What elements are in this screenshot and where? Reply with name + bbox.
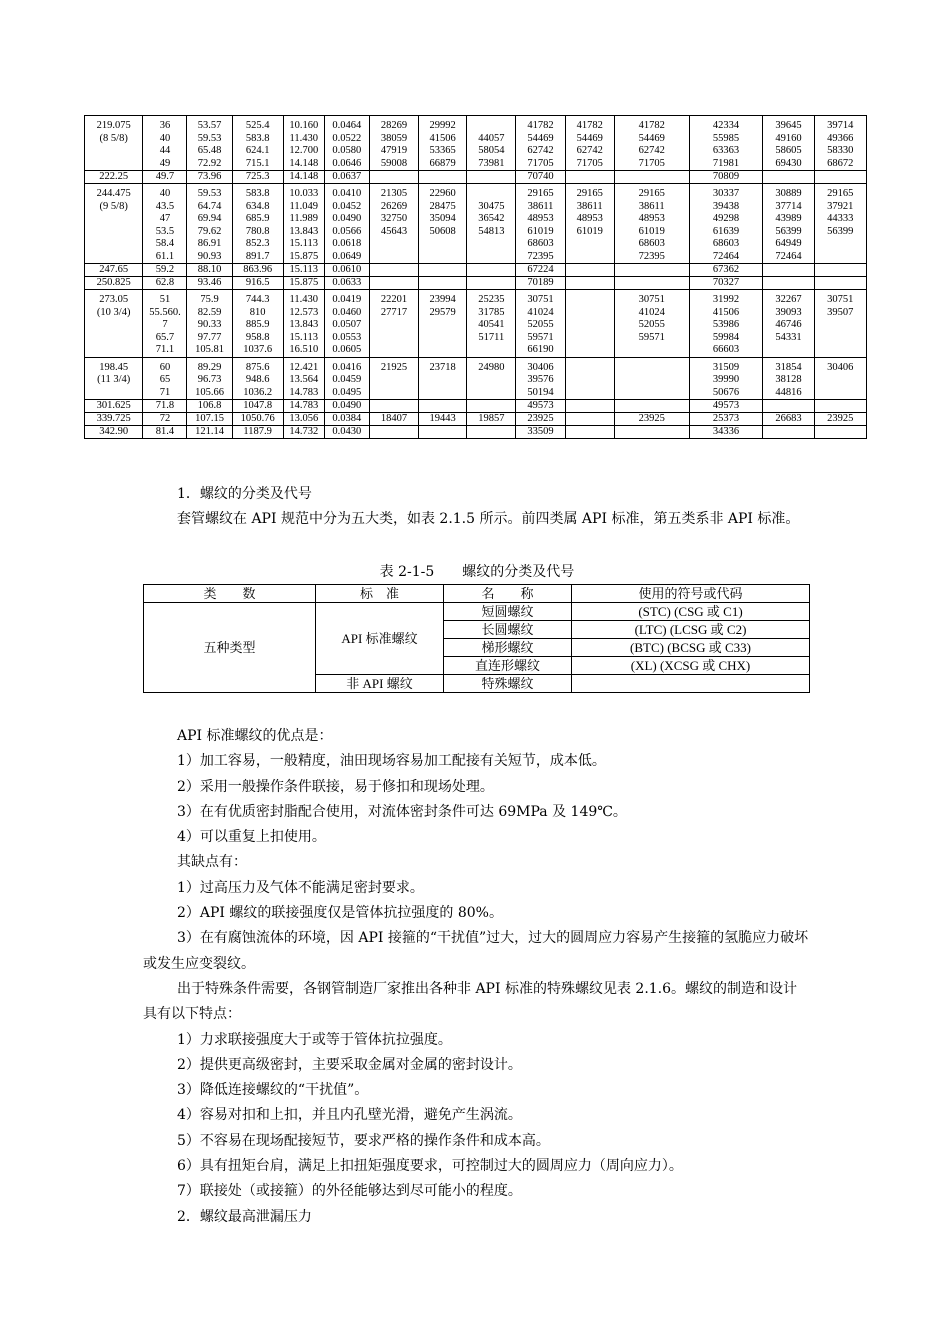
thread-name: 直连形螺纹	[444, 657, 572, 675]
table-row	[85, 116, 867, 171]
table-cell: 93.46	[187, 277, 232, 290]
header-name: 名 称	[444, 585, 572, 603]
table-cell: 0.0384	[324, 413, 369, 426]
table-cell: 14.732	[283, 426, 324, 439]
table-cell: 23718	[419, 357, 467, 400]
paragraph: 1）加工容易，一般精度，油田现场容易加工配接有关短节，成本低。	[177, 753, 606, 770]
table-cell: 39645 49160 58605 69430	[763, 116, 814, 171]
table-cell: 744.3 810 885.9 958.8 1037.6	[232, 290, 283, 358]
table-cell	[419, 264, 467, 277]
table-cell: 30751 39507	[814, 290, 866, 358]
table-cell	[614, 264, 689, 277]
table-cell: 121.14	[187, 426, 232, 439]
paragraph: 4）可以重复上扣使用。	[177, 829, 326, 846]
table-cell	[814, 277, 866, 290]
table-cell	[565, 400, 614, 413]
table-cell	[763, 400, 814, 413]
paragraph: 1）过高压力及气体不能满足密封要求。	[177, 879, 424, 896]
table-cell: 70189	[516, 277, 565, 290]
non-api-label: 非 API 螺纹	[316, 675, 444, 693]
table-cell: 23925	[614, 413, 689, 426]
table-cell: 25235 31785 40541 51711	[467, 290, 516, 358]
table-cell	[565, 264, 614, 277]
table-cell: 33509	[516, 426, 565, 439]
paragraph: 3）降低连接螺纹的“干扰值”。	[177, 1082, 369, 1099]
table-cell: 863.96	[232, 264, 283, 277]
table-cell	[565, 277, 614, 290]
paragraph: 2．螺纹最高泄漏压力	[177, 1208, 312, 1225]
table-cell: 30406	[814, 357, 866, 400]
table-cell: 62.8	[143, 277, 187, 290]
table-cell: 30475 36542 54813	[467, 184, 516, 264]
table-cell	[614, 277, 689, 290]
thread-code: (STC) (CSG 或 C1)	[572, 603, 810, 621]
thread-name: 长圆螺纹	[444, 621, 572, 639]
table-cell: 0.0416 0.0459 0.0495	[324, 357, 369, 400]
table-cell: 301.625	[85, 400, 143, 413]
table-cell: 51 55.560. 7 65.7 71.1	[143, 290, 187, 358]
table-cell: 0.0610	[324, 264, 369, 277]
table-cell: 24980	[467, 357, 516, 400]
table-cell: 75.9 82.59 90.33 97.77 105.81	[187, 290, 232, 358]
group-label: 五种类型	[144, 603, 316, 693]
paragraph: 3）在有腐蚀流体的环境，因 API 接箍的“干扰值”过大，过大的圆周应力容易产生接箍的氢脆应力破坏或发生应变裂纹。	[143, 930, 809, 972]
table-row	[85, 184, 867, 264]
table-cell: 88.10	[187, 264, 232, 277]
table-cell	[763, 171, 814, 184]
table-cell: 25373	[689, 413, 763, 426]
table-cell: 31854 38128 44816	[763, 357, 814, 400]
table-cell: 26683	[763, 413, 814, 426]
table-cell	[467, 277, 516, 290]
api-standard-label: API 标准螺纹	[316, 603, 444, 675]
table-cell	[369, 171, 418, 184]
section-1-heading: 1．螺纹的分类及代号	[177, 486, 312, 502]
table-cell: 14.148	[283, 171, 324, 184]
table-cell: 0.0464 0.0522 0.0580 0.0646	[324, 116, 369, 171]
table-cell: 67224	[516, 264, 565, 277]
table-cell: 28269 38059 47919 59008	[369, 116, 418, 171]
table-header-row	[144, 585, 810, 603]
thread-name: 特殊螺纹	[444, 675, 572, 693]
table-cell: 0.0633	[324, 277, 369, 290]
table-cell: 19443	[419, 413, 467, 426]
table-cell: 725.3	[232, 171, 283, 184]
table-cell	[763, 264, 814, 277]
table-cell: 0.0410 0.0452 0.0490 0.0566 0.0618 0.0649	[324, 184, 369, 264]
table-row	[85, 277, 867, 290]
table-cell	[614, 400, 689, 413]
thread-classification-table	[143, 584, 810, 693]
table-cell	[467, 400, 516, 413]
table-cell	[369, 400, 418, 413]
table-cell: 23925	[516, 413, 565, 426]
table-cell: 81.4	[143, 426, 187, 439]
paragraph: API 标准螺纹的优点是：	[177, 728, 333, 744]
table-row	[85, 171, 867, 184]
table-cell: 107.15	[187, 413, 232, 426]
table-cell	[565, 413, 614, 426]
table-cell: 339.725	[85, 413, 143, 426]
table-cell: 19857	[467, 413, 516, 426]
table-cell: 29165 37921 44333 56399	[814, 184, 866, 264]
table-cell: 11.430 12.573 13.843 15.113 16.510	[283, 290, 324, 358]
table-cell: 32267 39093 46746 54331	[763, 290, 814, 358]
paragraph: 7）联接处（或接箍）的外径能够达到尽可能小的程度。	[177, 1183, 522, 1200]
table-cell: 23925	[814, 413, 866, 426]
table-cell: 30751 41024 52055 59571	[614, 290, 689, 358]
table-cell: 273.05 (10 3/4)	[85, 290, 143, 358]
table-cell: 342.90	[85, 426, 143, 439]
table-cell	[369, 426, 418, 439]
table-cell: 1187.9	[232, 426, 283, 439]
table-cell	[565, 357, 614, 400]
table-cell: 29165 38611 48953 61019 68603 72395	[516, 184, 565, 264]
table-cell: 1047.8	[232, 400, 283, 413]
table-cell: 22960 28475 35094 50608	[419, 184, 467, 264]
table-cell	[814, 426, 866, 439]
table-cell: 31992 41506 53986 59984 66603	[689, 290, 763, 358]
table-cell: 72	[143, 413, 187, 426]
table-cell	[467, 171, 516, 184]
thread-code: (BTC) (BCSG 或 C33)	[572, 639, 810, 657]
thread-name: 短圆螺纹	[444, 603, 572, 621]
table-cell: 22201 27717	[369, 290, 418, 358]
table-row	[85, 290, 867, 358]
table-cell: 0.0490	[324, 400, 369, 413]
table-cell: 41782 54469 62742 71705	[516, 116, 565, 171]
casing-data-table	[84, 115, 867, 439]
table-cell	[467, 426, 516, 439]
table-cell: 13.056	[283, 413, 324, 426]
paragraph: 2）API 螺纹的联接强度仅是管体抗拉强度的 80%。	[177, 905, 503, 922]
table-row	[85, 413, 867, 426]
table-cell	[814, 171, 866, 184]
table-cell: 73.96	[187, 171, 232, 184]
thread-code: (XL) (XCSG 或 CHX)	[572, 657, 810, 675]
paragraph: 4）容易对扣和上扣，并且内孔壁光滑，避免产生涡流。	[177, 1107, 522, 1124]
table-cell	[419, 426, 467, 439]
table-cell	[565, 171, 614, 184]
table-cell: 30751 41024 52055 59571 66190	[516, 290, 565, 358]
table-cell: 12.421 13.564 14.783	[283, 357, 324, 400]
table-cell: 30337 39438 49298 61639 68603 72464	[689, 184, 763, 264]
table-cell: 40 43.5 47 53.5 58.4 61.1	[143, 184, 187, 264]
table-cell	[763, 426, 814, 439]
table-cell	[467, 264, 516, 277]
table-cell: 0.0419 0.0460 0.0507 0.0553 0.0605	[324, 290, 369, 358]
table-cell: 525.4 583.8 624.1 715.1	[232, 116, 283, 171]
header-category: 类 数	[144, 585, 316, 603]
table-cell	[614, 357, 689, 400]
table-cell: 49.7	[143, 171, 187, 184]
paragraph: 出于特殊条件需要，各钢管制造厂家推出各种非 API 标准的特殊螺纹见表 2.1.6。螺纹的制造和设计具有以下特点：	[143, 980, 798, 1023]
paragraph: 2）采用一般操作条件联接，易于修扣和现场处理。	[177, 778, 494, 795]
table-cell	[814, 264, 866, 277]
table-cell: 34336	[689, 426, 763, 439]
table-cell: 71.8	[143, 400, 187, 413]
thread-name: 梯形螺纹	[444, 639, 572, 657]
table-row	[85, 357, 867, 400]
section-1-intro: 套管螺纹在 API 规范中分为五大类，如表 2.1.5 所示。前四类属 API 标准，第五类系非 API 标准。	[177, 511, 800, 528]
thread-code: (LTC) (LCSG 或 C2)	[572, 621, 810, 639]
table-caption: 表 2-1-5 螺纹的分类及代号	[379, 564, 575, 580]
table-cell: 0.0430	[324, 426, 369, 439]
table-cell: 41782 54469 62742 71705	[614, 116, 689, 171]
paragraph: 5）不容易在现场配接短节，要求严格的操作条件和成本高。	[177, 1132, 550, 1149]
table-cell: 29992 41506 53365 66879	[419, 116, 467, 171]
table-cell: 42334 55985 63363 71981	[689, 116, 763, 171]
table-cell: 36 40 44 49	[143, 116, 187, 171]
table-cell: 875.6 948.6 1036.2	[232, 357, 283, 400]
table-cell	[419, 277, 467, 290]
table-cell: 15.113	[283, 264, 324, 277]
section-1	[143, 482, 811, 533]
table-cell	[565, 426, 614, 439]
table-cell: 21925	[369, 357, 418, 400]
header-code: 使用的符号或代码	[572, 585, 810, 603]
table-cell	[614, 426, 689, 439]
paragraph: 3）在有优质密封脂配合使用，对流体密封条件可达 69MPa 及 149℃。	[177, 803, 627, 820]
paragraph: 6）具有扭矩台肩，满足上扣扭矩强度要求，可控制过大的圆周应力（周向应力）。	[177, 1158, 683, 1175]
header-standard: 标 准	[316, 585, 444, 603]
table-cell: 916.5	[232, 277, 283, 290]
table-cell: 250.825	[85, 277, 143, 290]
table-cell: 67362	[689, 264, 763, 277]
table-cell: 10.033 11.049 11.989 13.843 15.113 15.875	[283, 184, 324, 264]
body-text	[143, 724, 811, 1230]
paragraph: 2）提供更高级密封，主要采取金属对金属的密封设计。	[177, 1056, 522, 1073]
table-cell: 23994 29579	[419, 290, 467, 358]
table-cell: 29165 38611 48953 61019	[565, 184, 614, 264]
table-cell: 49573	[516, 400, 565, 413]
table-cell	[614, 171, 689, 184]
table-cell: 106.8	[187, 400, 232, 413]
table-cell: 14.783	[283, 400, 324, 413]
thread-code	[572, 675, 810, 693]
table-cell: 44057 58054 73981	[467, 116, 516, 171]
table-cell: 29165 38611 48953 61019 68603 72395	[614, 184, 689, 264]
table-cell: 30406 39576 50194	[516, 357, 565, 400]
table-cell: 41782 54469 62742 71705	[565, 116, 614, 171]
table-cell: 31509 39990 50676	[689, 357, 763, 400]
table-cell: 39714 49366 58330 68672	[814, 116, 866, 171]
table-cell: 53.57 59.53 65.48 72.92	[187, 116, 232, 171]
table-cell: 244.475 (9 5/8)	[85, 184, 143, 264]
table-cell	[369, 264, 418, 277]
paragraph: 1）力求联接强度大于或等于管体抗拉强度。	[177, 1031, 452, 1048]
table-cell: 222.25	[85, 171, 143, 184]
table-cell: 59.2	[143, 264, 187, 277]
table-cell	[419, 171, 467, 184]
table-cell: 21305 26269 32750 45643	[369, 184, 418, 264]
table-row	[85, 264, 867, 277]
table-cell: 10.160 11.430 12.700 14.148	[283, 116, 324, 171]
table-cell	[369, 277, 418, 290]
paragraph: 其缺点有：	[177, 854, 247, 871]
table-cell: 18407	[369, 413, 418, 426]
table-cell: 219.075 (8 5/8)	[85, 116, 143, 171]
table-row	[144, 603, 810, 621]
table-cell: 49573	[689, 400, 763, 413]
table-cell: 0.0637	[324, 171, 369, 184]
table-cell: 59.53 64.74 69.94 79.62 86.91 90.93	[187, 184, 232, 264]
table-row	[85, 426, 867, 439]
table-cell: 1050.76	[232, 413, 283, 426]
table-cell: 70740	[516, 171, 565, 184]
table-cell	[814, 400, 866, 413]
table-cell: 198.45 (11 3/4)	[85, 357, 143, 400]
table-cell	[419, 400, 467, 413]
table-cell: 30889 37714 43989 56399 64949 72464	[763, 184, 814, 264]
table-cell	[763, 277, 814, 290]
table-cell	[565, 290, 614, 358]
table-cell: 15.875	[283, 277, 324, 290]
table-cell: 89.29 96.73 105.66	[187, 357, 232, 400]
table-cell: 60 65 71	[143, 357, 187, 400]
table-cell: 247.65	[85, 264, 143, 277]
table-cell: 583.8 634.8 685.9 780.8 852.3 891.7	[232, 184, 283, 264]
table-row	[85, 400, 867, 413]
table-cell: 70809	[689, 171, 763, 184]
table-cell: 70327	[689, 277, 763, 290]
